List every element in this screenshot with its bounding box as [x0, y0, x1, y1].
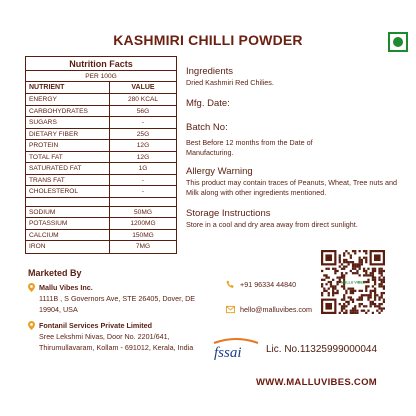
- nutrition-row: [26, 186, 176, 198]
- value-header: VALUE: [131, 84, 155, 91]
- veg-mark-icon: [388, 32, 408, 52]
- phone-number: +91 96334 44840: [240, 280, 297, 289]
- map-pin-icon: [28, 283, 35, 292]
- nutrient-name: [26, 198, 110, 206]
- qr-code[interactable]: [321, 250, 385, 314]
- mfg-section: [186, 98, 230, 110]
- fssai-logo: [210, 337, 262, 361]
- company-name: Mallu Vibes Inc.: [39, 283, 93, 292]
- nutrient-value: 56G: [136, 107, 150, 115]
- nutrient-name: PROTEIN: [26, 140, 110, 151]
- nutrient-name: CHOLESTEROL: [26, 186, 110, 197]
- nutrition-row: [26, 207, 176, 219]
- nutrient-name: SATURATED FAT: [26, 163, 110, 174]
- mfg-heading: Mfg. Date:: [186, 98, 230, 109]
- nutrition-row: [26, 94, 176, 106]
- nutrient-name: SODIUM: [26, 207, 110, 218]
- map-pin-icon: [28, 321, 35, 330]
- nutrition-row: [26, 218, 176, 230]
- nutrition-row: [26, 152, 176, 164]
- nutrition-per: PER 100G: [26, 71, 176, 82]
- batch-heading: Batch No:: [186, 122, 228, 133]
- storage-heading: Storage Instructions: [186, 208, 271, 219]
- nutrition-row: [26, 175, 176, 187]
- nutrient-name: DIETARY FIBER: [26, 129, 110, 140]
- company-fontanil: [28, 320, 218, 353]
- nutrient-name: IRON: [26, 241, 110, 253]
- email-address: hello@malluvibes.com: [240, 305, 313, 314]
- nutrient-name: TRANS FAT: [26, 175, 110, 186]
- nutrient-header: NUTRIENT: [26, 82, 110, 93]
- email-icon: [226, 305, 235, 314]
- storage-text: Store in a cool and dry area away from direct sunlight.: [186, 220, 358, 229]
- nutrition-row: [26, 129, 176, 141]
- product-title: KASHMIRI CHILLI POWDER: [113, 32, 303, 48]
- nutrient-name: CARBOHYDRATES: [26, 106, 110, 117]
- nutrient-name: SUGARS: [26, 117, 110, 128]
- nutrient-value: 1G: [138, 165, 148, 172]
- nutrition-row: [26, 230, 176, 242]
- company-name: Fontanil Services Private Limited: [39, 321, 153, 330]
- nutrient-name: ENERGY: [26, 94, 110, 105]
- nutrition-row: [26, 241, 176, 253]
- best-before-text: Best Before 12 months from the Date of Manufacturing.: [186, 138, 313, 157]
- nutrient-value: 25G: [136, 130, 150, 138]
- allergy-text: This product may contain traces of Peanuts, Wheat, Tree nuts and Milk along with other ingredients mentioned.: [186, 178, 397, 197]
- ingredients-section: [186, 66, 406, 88]
- marketed-by-heading: Marketed By: [28, 268, 82, 278]
- website-link[interactable]: WWW.MALLUVIBES.COM: [256, 377, 377, 388]
- ingredients-heading: Ingredients: [186, 66, 234, 77]
- nutrient-value: 280 KCAL: [127, 96, 159, 103]
- batch-section: [186, 122, 228, 134]
- phone-contact[interactable]: [226, 280, 296, 289]
- nutrition-row: [26, 163, 176, 175]
- nutrition-row: [26, 117, 176, 129]
- nutrient-value: 1200MG: [130, 220, 156, 227]
- nutrient-value: 50MG: [134, 208, 152, 216]
- nutrient-value: 12G: [136, 142, 150, 149]
- nutrition-title: Nutrition Facts: [26, 57, 176, 71]
- nutrition-table: [25, 56, 177, 254]
- fssai-license: Lic. No.11325999000044: [266, 344, 378, 355]
- nutrient-value: 150MG: [132, 231, 154, 239]
- nutrient-name: CALCIUM: [26, 230, 110, 241]
- nutrition-row: [26, 198, 176, 207]
- nutrient-value: [110, 198, 176, 206]
- nutrient-value: 12G: [136, 153, 150, 161]
- storage-section: [186, 208, 408, 230]
- nutrition-header-row: [26, 82, 176, 94]
- company-address: 1111B , S Governors Ave, STE 26405, Dover, DE 19904, USA: [39, 294, 196, 314]
- nutrition-row: [26, 106, 176, 118]
- nutrient-value: -: [141, 119, 145, 126]
- nutrition-row: [26, 140, 176, 152]
- nutrient-value: 7MG: [135, 243, 151, 250]
- nutrient-value: -: [141, 188, 145, 195]
- nutrient-value: -: [141, 176, 145, 184]
- company-address: Sree Lekshmi Nivas, Door No. 2201/641, Thirumullavaram, Kollam - 691012, Kerala, India: [39, 332, 194, 352]
- ingredients-text: Dried Kashmiri Red Chilies.: [186, 78, 274, 87]
- allergy-heading: Allergy Warning: [186, 166, 253, 177]
- email-contact[interactable]: [226, 305, 312, 314]
- fssai-logo-text: fssai: [214, 345, 242, 361]
- qr-label: MALLU VIBES: [340, 280, 366, 285]
- company-mallu-vibes: [28, 282, 218, 315]
- nutrient-name: TOTAL FAT: [26, 152, 110, 163]
- phone-icon: [226, 280, 235, 289]
- nutrient-name: POTASSIUM: [26, 218, 110, 229]
- allergy-section: [186, 166, 408, 198]
